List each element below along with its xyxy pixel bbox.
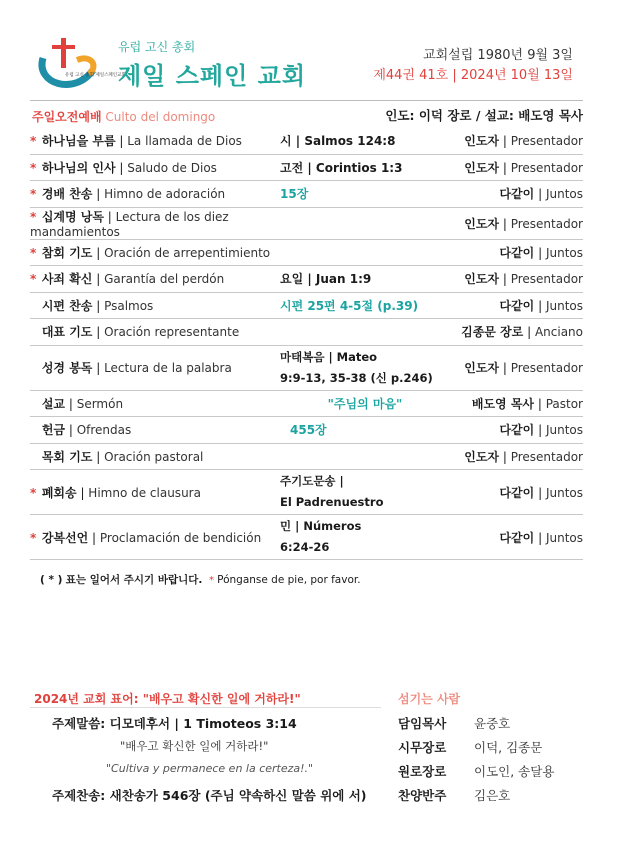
item-reference: 15장 xyxy=(280,187,309,202)
item-name-ko: 십계명 낭독 xyxy=(41,209,104,224)
standing-mark: * xyxy=(30,245,37,260)
order-of-worship xyxy=(30,128,583,560)
item-leader-ko: 다같이 xyxy=(499,245,535,260)
standing-mark: * xyxy=(30,187,37,202)
servers-title: 섬기는 사람 xyxy=(398,692,461,706)
item-name-es: Himno de clausura xyxy=(88,485,201,500)
church-subtitle: 유럽 고신 총회 xyxy=(118,40,196,54)
item-name-ko: 시편 찬송 xyxy=(41,298,93,313)
item-name-es: Oración de arrepentimiento xyxy=(104,245,271,260)
theme-quote-ko: "배우고 확신한 일에 거하라!" xyxy=(120,739,269,753)
issue-info: 제44권 41호 | 2024년 10월 13일 xyxy=(373,68,573,83)
server-name: 김은호 xyxy=(474,788,511,803)
service-row: * 십계명 낭독 | Lectura de los diez mandamientos 인도자 | Presentador xyxy=(30,207,583,239)
theme-verse: 주제말씀: 디모데후서 | 1 Timoteos 3:14 xyxy=(52,716,297,731)
established-date: 교회설립 1980년 9월 3일 xyxy=(423,48,573,63)
item-name-ko: 대표 기도 xyxy=(41,325,93,340)
item-name-es: Lectura de los diez mandamientos xyxy=(30,209,229,239)
theme-hymn: 주제찬송: 새찬송가 546장 (주님 약속하신 말씀 위에 서) xyxy=(52,788,367,803)
service-row: 헌금 | Ofrendas 455장 다같이 | Juntos xyxy=(30,417,583,444)
server-name: 이도인, 송달용 xyxy=(474,764,555,779)
item-reference: 주기도문송 | xyxy=(280,474,344,488)
item-leader-ko: 다같이 xyxy=(499,530,535,545)
service-row: * 하나님의 인사 | Saludo de Dios 고전 | Corintios 1:3 인도자 | Presentador xyxy=(30,154,583,181)
item-leader-es: Juntos xyxy=(545,298,583,313)
service-title-ko: 주일오전예배 xyxy=(32,110,102,124)
service-row: 대표 기도 | Oración representante 김종문 장로 | Anciano xyxy=(30,319,583,346)
service-row: * 경배 찬송 | Himno de adoración 15장 다같이 | Juntos xyxy=(30,181,583,208)
service-row: * 하나님을 부름 | La llamada de Dios 시 | Salmos 124:8 인도자 | Presentador xyxy=(30,128,583,154)
server-name: 윤중호 xyxy=(474,716,511,731)
item-name-ko: 설교 xyxy=(41,396,66,411)
item-reference: 시 | Salmos 124:8 xyxy=(280,134,396,149)
item-reference: 고전 | Corintios 1:3 xyxy=(280,160,403,175)
server-role: 시무장로 xyxy=(398,740,447,755)
item-reference: 시편 25편 4-5절 (p.39) xyxy=(280,298,419,313)
item-leader-ko: 인도자 xyxy=(464,134,500,149)
item-reference: 요일 | Juan 1:9 xyxy=(280,272,372,287)
server-name: 이덕, 김종문 xyxy=(474,740,543,755)
item-leader-ko: 다같이 xyxy=(499,187,535,202)
item-leader-ko: 인도자 xyxy=(464,361,500,375)
item-name-ko: 사죄 확신 xyxy=(41,272,93,287)
service-row: * 강복선언 | Proclamación de bendición 민 | Números 6:24-26 다같이 | Juntos xyxy=(30,515,583,560)
service-row: 목회 기도 | Oración pastoral 인도자 | Presentador xyxy=(30,443,583,470)
note-ko: 표는 일어서 주시기 바랍니다. xyxy=(65,574,203,586)
item-leader-es: Presentador xyxy=(510,361,583,375)
item-name-es: Saludo de Dios xyxy=(127,160,217,175)
logo-text: 유럽 고신 총회 제일스페인교회 xyxy=(65,73,126,78)
server-row xyxy=(398,738,542,756)
item-name-ko: 헌금 xyxy=(41,423,66,438)
item-name-es: Oración representante xyxy=(104,325,240,340)
item-leader-es: Anciano xyxy=(534,325,583,340)
server-row xyxy=(398,714,510,732)
item-leader-ko: 다같이 xyxy=(499,423,535,438)
item-name-ko: 성경 봉독 xyxy=(41,361,93,375)
item-name-ko: 강복선언 xyxy=(41,530,89,545)
item-leader-es: Pastor xyxy=(545,396,583,411)
standing-note: ( * ) 표는 일어서 주시기 바랍니다. * Pónganse de pie, por favor. xyxy=(40,574,361,586)
item-leader-ko: 다같이 xyxy=(499,298,535,313)
item-name-es: Sermón xyxy=(76,396,124,411)
item-leader-es: Juntos xyxy=(545,187,583,202)
item-leader-ko: 인도자 xyxy=(464,449,500,464)
item-reference: 마태복음 | Mateo xyxy=(280,349,378,364)
item-name-es: Himno de adoración xyxy=(104,187,226,202)
server-role: 찬양반주 xyxy=(398,788,447,803)
item-name-ko: 경배 찬송 xyxy=(41,187,93,202)
standing-mark: * xyxy=(30,485,37,500)
item-leader-ko: 다같이 xyxy=(499,485,535,500)
motto-label: 2024년 교회 표어: xyxy=(34,692,143,706)
standing-mark: * xyxy=(30,134,37,149)
note-es: Pónganse de pie, por favor. xyxy=(217,574,361,586)
item-reference: 455장 xyxy=(290,423,327,438)
service-leaders: 인도: 이덕 장로 / 설교: 배도영 목사 xyxy=(385,108,583,123)
standing-mark: * xyxy=(30,272,37,287)
item-name-es: La llamada de Dios xyxy=(127,134,242,149)
item-name-es: Oración pastoral xyxy=(104,449,204,464)
item-reference-2: 9:9-13, 35-38 (신 p.246) xyxy=(280,370,433,385)
item-name-es: Ofrendas xyxy=(76,423,132,438)
item-leader-es: Presentador xyxy=(510,160,583,175)
standing-mark: * xyxy=(30,530,37,545)
item-reference-2: 6:24-26 xyxy=(280,540,330,554)
item-leader-ko: 김종문 장로 xyxy=(461,325,524,340)
item-leader-es: Presentador xyxy=(510,449,583,464)
note-mark: ( * ) xyxy=(40,574,63,586)
item-leader-es: Juntos xyxy=(545,245,583,260)
item-leader-es: Presentador xyxy=(510,272,583,287)
service-row: 성경 봉독 | Lectura de la palabra 마태복음 | Mateo 9:9-13, 35-38 (신 p.246) 인도자 | Presentador xyxy=(30,345,583,390)
motto-divider xyxy=(30,707,381,708)
church-logo xyxy=(35,36,126,94)
item-reference: 민 | Números xyxy=(280,519,362,533)
service-title-es: Culto del domingo xyxy=(105,110,216,124)
service-row: 설교 | Sermón "주님의 마음" 배도영 목사 | Pastor xyxy=(30,390,583,417)
service-title xyxy=(32,108,215,125)
theme-quote-es: "Cultiva y permanece en la certeza!." xyxy=(106,762,314,775)
standing-mark: * xyxy=(30,209,37,224)
item-leader-es: Juntos xyxy=(545,530,583,545)
server-role: 원로장로 xyxy=(398,764,447,779)
church-name: 제일 스페인 교회 xyxy=(118,62,306,90)
item-leader-ko: 배도영 목사 xyxy=(471,396,535,411)
service-row: * 사죄 확신 | Garantía del perdón 요일 | Juan 1:9 인도자 | Presentador xyxy=(30,266,583,293)
item-name-ko: 참회 기도 xyxy=(41,245,93,260)
server-row xyxy=(398,786,510,804)
standing-mark: * xyxy=(30,160,37,175)
item-leader-es: Presentador xyxy=(510,134,583,149)
server-role: 담임목사 xyxy=(398,716,447,731)
item-name-es: Lectura de la palabra xyxy=(104,361,232,375)
item-name-ko: 하나님의 인사 xyxy=(41,160,116,175)
item-name-es: Proclamación de bendición xyxy=(99,530,262,545)
item-leader-ko: 인도자 xyxy=(464,216,500,231)
item-reference: "주님의 마음" xyxy=(327,396,403,411)
service-row: * 폐회송 | Himno de clausura 주기도문송 | El Padrenuestro 다같이 | Juntos xyxy=(30,470,583,515)
item-name-ko: 하나님을 부름 xyxy=(41,134,116,149)
item-name-ko: 폐회송 xyxy=(41,485,77,500)
church-motto xyxy=(34,690,301,707)
item-name-ko: 목회 기도 xyxy=(41,449,93,464)
service-row: * 참회 기도 | Oración de arrepentimiento 다같이 | Juntos xyxy=(30,239,583,266)
item-leader-es: Presentador xyxy=(510,216,583,231)
server-row xyxy=(398,762,554,780)
item-name-es: Psalmos xyxy=(104,298,154,313)
item-leader-es: Juntos xyxy=(545,485,583,500)
item-reference-2: El Padrenuestro xyxy=(280,495,384,509)
motto-text: "배우고 확신한 일에 거하라!" xyxy=(142,692,301,706)
item-leader-ko: 인도자 xyxy=(464,272,500,287)
header-divider xyxy=(30,100,583,101)
item-name-es: Garantía del perdón xyxy=(104,272,225,287)
item-leader-es: Juntos xyxy=(545,423,583,438)
item-leader-ko: 인도자 xyxy=(464,160,500,175)
service-row: 시편 찬송 | Psalmos 시편 25편 4-5절 (p.39) 다같이 | Juntos xyxy=(30,292,583,319)
